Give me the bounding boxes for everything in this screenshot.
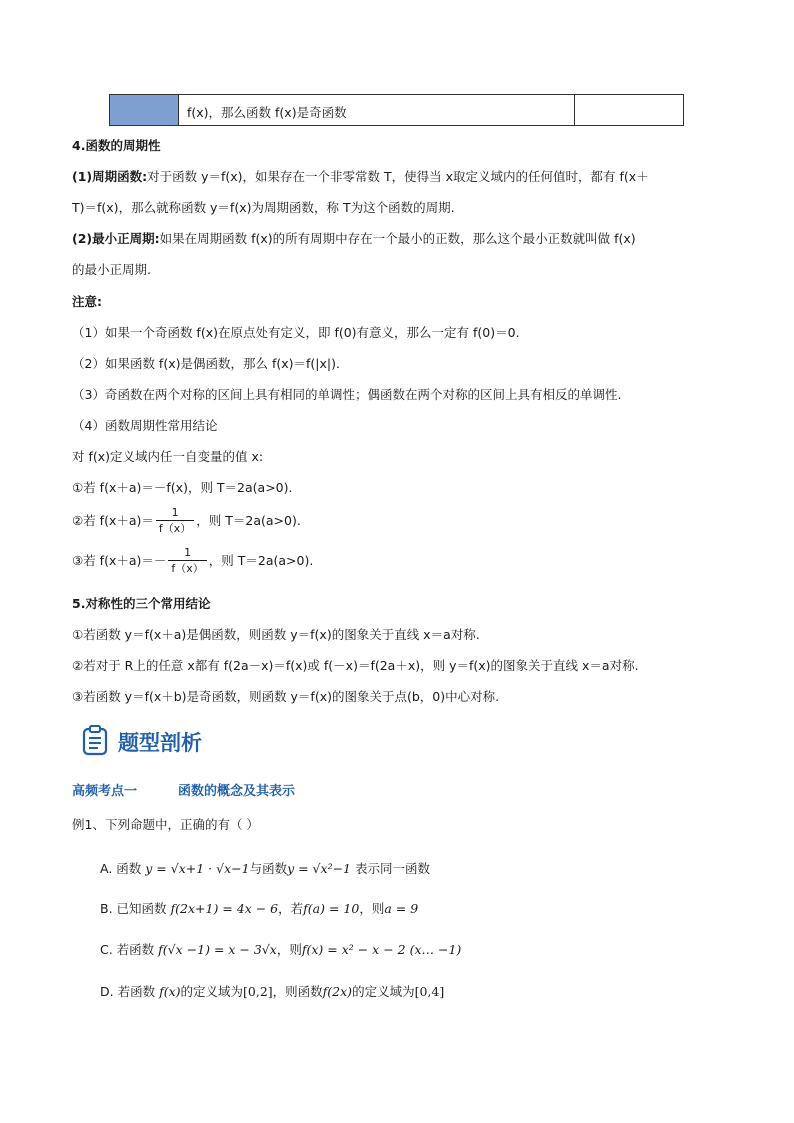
topic-label: 高频考点一 (72, 784, 138, 799)
periodic-conclusion-3: ③若 f(x＋a)＝－ $\frac{1}{f(x)}$ ，则 T＝2a(a>0). (72, 546, 314, 575)
table-row (109, 94, 684, 126)
symmetry-1: ①若函数 y＝f(x＋a)是偶函数，则函数 y＝f(x)的图象关于直线 x＝a对称. (72, 627, 480, 642)
note-4: （4）函数周期性常用结论 (72, 418, 218, 433)
note-1: （1）如果一个奇函数 f(x)在原点处有定义，即 f(0)有意义，那么一定有 f(0)＝0. (72, 325, 520, 340)
clipboard-icon (82, 724, 108, 756)
sec4-p2-line2: 的最小正周期. (72, 262, 151, 277)
table-cell-empty (575, 95, 683, 125)
example-question: 例1、下列命题中，正确的有（ ） (72, 817, 259, 832)
symmetry-3: ③若函数 y＝f(x＋b)是奇函数，则函数 y＝f(x)的图象关于点(b，0)中心对称. (72, 689, 500, 704)
sec4-p2-line1: (2)最小正周期:如果在周期函数 f(x)的所有周期中存在一个最小的正数，那么这个最小正数就叫做 f(x) (72, 231, 636, 246)
option-c: C. 若函数 f(√x −1) = x − 3√x，则f(x) = x² − x − 2 (x… −1) (100, 942, 462, 957)
note-2: （2）如果函数 f(x)是偶函数，那么 f(x)＝f(|x|). (72, 356, 340, 371)
note-3: （3）奇函数在两个对称的区间上具有相同的单调性；偶函数在两个对称的区间上具有相反的单调性. (72, 387, 622, 402)
periodic-conclusion-1: ①若 f(x＋a)＝－f(x)，则 T＝2a(a>0). (72, 480, 293, 495)
option-d: D. 若函数 f(x)的定义域为[0,2]，则函数f(2x)的定义域为[0,4] (100, 984, 445, 999)
table-cell-shaded (110, 95, 179, 125)
sec4-p1-line1: (1)周期函数:对于函数 y＝f(x)，如果存在一个非零常数 T，使得当 x取定义域内的任何值时，都有 f(x＋ (72, 169, 649, 184)
symmetry-2: ②若对于 R上的任意 x都有 f(2a－x)＝f(x)或 f(－x)＝f(2a＋x)，则 y＝f(x)的图象关于直线 x＝a对称. (72, 658, 639, 673)
fraction: $\frac{1}{f(x)}$ (156, 506, 194, 537)
section-4-heading: 4.函数的周期性 (72, 138, 161, 153)
sec4-p1-line2: T)＝f(x)，那么就称函数 y＝f(x)为周期函数，称 T为这个函数的周期. (72, 200, 455, 215)
periodic-intro: 对 f(x)定义域内任一自变量的值 x: (72, 449, 264, 464)
table-cell-text: f(x)，那么函数 f(x)是奇函数 (179, 95, 575, 125)
section-title: 题型剖析 (118, 731, 202, 755)
section-5-heading: 5.对称性的三个常用结论 (72, 596, 211, 611)
fraction: $\frac{1}{f(x)}$ (168, 546, 206, 577)
option-b: B. 已知函数 f(2x+1) = 4x − 6，若f(a) = 10，则a = 9 (100, 901, 419, 916)
topic-title: 函数的概念及其表示 (178, 784, 296, 799)
notes-label: 注意: (72, 294, 102, 309)
periodic-conclusion-2: ②若 f(x＋a)＝ $\frac{1}{f(x)}$ ，则 T＝2a(a>0). (72, 506, 301, 535)
option-a: A. 函数 y = √x+1 · √x−1与函数y = √x²−1 表示同一函数 (100, 861, 431, 876)
